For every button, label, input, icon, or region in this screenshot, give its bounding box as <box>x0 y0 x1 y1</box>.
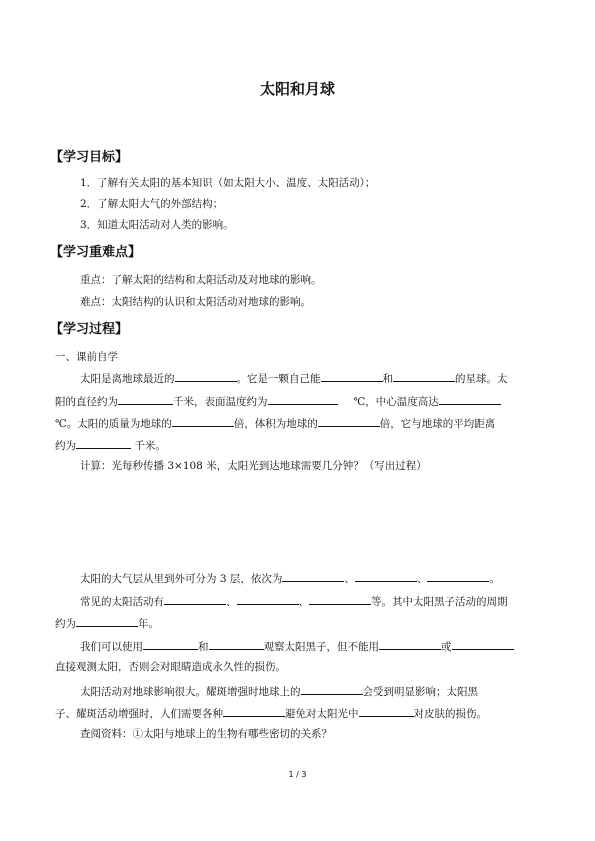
fill-blank[interactable] <box>309 593 371 605</box>
section-heading-goals: 【学习目标】 <box>50 150 129 165</box>
section-heading-keypoints: 【学习重难点】 <box>50 245 142 260</box>
fill-blank[interactable] <box>175 370 237 382</box>
fill-blank[interactable] <box>318 415 380 427</box>
fill-blank[interactable] <box>282 570 344 582</box>
section-heading-process: 【学习过程】 <box>50 322 129 337</box>
goal-item-3: 3．知道太阳活动对人类的影响。 <box>80 219 234 231</box>
fill-blank[interactable] <box>301 683 363 695</box>
para1-line4: 约为 千米。 <box>55 437 166 453</box>
para1-line1: 太阳是离地球最近的 。它是一颗自己能 和 的星球。太 <box>80 370 508 386</box>
fill-blank[interactable] <box>223 705 285 717</box>
para4-line2: 直接观测太阳，否则会对眼睛造成永久性的损伤。 <box>55 661 286 673</box>
para3-line1: 常见的太阳活动有 、 、 等。其中太阳黑子活动的周期 <box>80 593 508 609</box>
fill-blank[interactable] <box>143 638 198 650</box>
fill-blank[interactable] <box>237 593 299 605</box>
fill-blank[interactable] <box>268 393 338 405</box>
part-label: 一、课前自学 <box>55 351 118 363</box>
focus-text: 重点：了解太阳的结构和太阳活动及对地球的影响。 <box>80 274 322 286</box>
fill-blank[interactable] <box>209 638 264 650</box>
fill-blank[interactable] <box>76 615 138 627</box>
fill-blank[interactable] <box>172 415 234 427</box>
fill-blank[interactable] <box>321 370 383 382</box>
fill-blank[interactable] <box>76 437 131 449</box>
para4-line1: 我们可以使用 和 观察太阳黑子，但不能用 或 <box>80 638 514 654</box>
fill-blank[interactable] <box>379 638 441 650</box>
fill-blank[interactable] <box>359 705 414 717</box>
para5-line2: 子、耀斑活动增强时，人们需要各种 避免对太阳光中 对皮肤的损伤。 <box>55 705 487 721</box>
para3-line2: 约为 年。 <box>55 615 159 631</box>
fill-blank[interactable] <box>452 638 514 650</box>
fill-blank[interactable] <box>427 570 489 582</box>
para1-line3: ℃。太阳的质量为地球的 倍，体积为地球的 倍，它与地球的平均距离 <box>55 415 495 431</box>
fill-blank[interactable] <box>439 393 501 405</box>
fill-blank[interactable] <box>393 370 455 382</box>
fill-blank[interactable] <box>164 593 226 605</box>
para1-line2: 阳的直径约为 千米，表面温度约为 ℃，中心温度高达 <box>55 393 501 409</box>
goal-item-2: 2．了解太阳大气的外部结构； <box>80 198 224 210</box>
research-question: 查阅资料：①太阳与地球上的生物有哪些密切的关系？ <box>80 728 332 740</box>
calc-question: 计算：光每秒传播 3×108 米，太阳光到达地球需要几分钟？（写出过程） <box>80 460 427 472</box>
page-number: 1 / 3 <box>288 770 307 779</box>
goal-item-1: 1．了解有关太阳的基本知识（如太阳大小、温度、太阳活动）； <box>80 177 376 189</box>
page-title: 太阳和月球 <box>259 80 335 98</box>
para5-line1: 太阳活动对地球影响很大。耀斑增强时地球上的 会受到明显影响；太阳黑 <box>80 683 478 699</box>
para2-line1: 太阳的大气层从里到外可分为 3 层，依次为 、 、 。 <box>80 570 500 586</box>
fill-blank[interactable] <box>118 393 173 405</box>
difficulty-text: 难点：太阳结构的认识和太阳活动对地球的影响。 <box>80 296 311 308</box>
fill-blank[interactable] <box>355 570 417 582</box>
